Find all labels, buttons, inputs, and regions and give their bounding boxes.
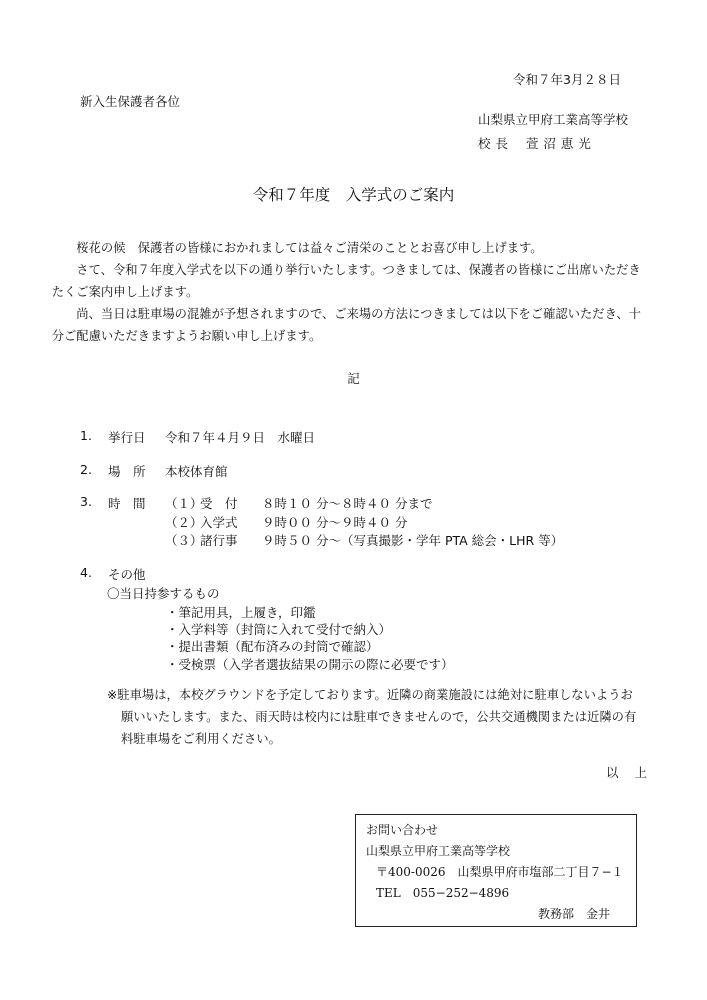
item-number: 4.: [80, 565, 92, 580]
schedule-label: 入学式: [200, 515, 238, 530]
schedule-time: ９時００ 分〜９時４０ 分: [262, 515, 408, 530]
paragraph-line: 尚、当日は駐車場の混雑が予想されますので、ご来場の方法につきましては以下をご確認いただき、十: [76, 307, 641, 321]
contact-department: 教務部 金井: [538, 907, 611, 921]
item-value-date: 令和７年４月９日 水曜日: [165, 430, 316, 445]
ki-heading: 記: [347, 371, 360, 386]
item-number: 2.: [80, 462, 92, 477]
item-label-venue: 場 所: [108, 464, 146, 479]
sender-school: 山梨県立甲府工業高等学校: [478, 112, 629, 127]
item-number: 3.: [80, 494, 92, 509]
item-label-time: 時 間: [108, 496, 146, 511]
paragraph-line: さて、令和７年度入学式を以下の通り挙行いたします。つきましては、保護者の皆様にご出席いただき: [76, 263, 641, 277]
contact-box: [355, 814, 637, 927]
paragraph-greeting: [64, 237, 644, 259]
contact-school: 山梨県立甲府工業高等学校: [366, 844, 511, 858]
item-value-venue: 本校体育館: [165, 464, 228, 479]
note-line: 料駐車場をご利用ください。: [121, 732, 281, 746]
note-line: ※駐車場は，本校グラウンドを予定しております。近隣の商業施設には絶対に駐車しないようお: [107, 688, 633, 702]
contact-address: 〒400-0026 山梨県甲府市塩部二丁目７−１: [376, 865, 624, 879]
schedule-number: （１）: [165, 496, 203, 511]
sender-principal: 校 長 萱 沼 恵 光: [478, 136, 592, 151]
parking-note: [107, 684, 652, 750]
paragraph-line: 分ご配慮いただきますようお願い申し上げます。: [51, 329, 322, 343]
bring-item: ・入学料等（封筒に入れて受付で納入）: [166, 622, 392, 637]
contact-phone: TEL 055−252−4896: [376, 886, 510, 900]
items-to-bring-heading: 〇当日持参するもの: [107, 586, 220, 601]
bring-item: ・提出書類（配布済みの封筒で確認）: [166, 639, 379, 654]
schedule-time: ８時１０ 分〜８時４０ 分まで: [262, 496, 433, 511]
schedule-label: 受 付: [200, 496, 238, 511]
schedule-number: （２）: [165, 515, 203, 530]
contact-heading: お問い合わせ: [366, 823, 439, 837]
item-number: 1.: [80, 428, 92, 443]
schedule-number: （３）: [165, 533, 203, 548]
closing-mark: 以 上: [606, 765, 653, 780]
document-date: 令和７年3月２８日: [513, 72, 621, 87]
bring-item: ・筆記用具，上履き，印鑑: [166, 605, 316, 620]
schedule-time: ９時５０ 分〜（写真撮影・学年 PTA 総会・LHR 等）: [262, 533, 564, 548]
note-line: 願いいたします。また、雨天時は校内には駐車できませんので，公共交通機関または近隣の有: [121, 710, 637, 724]
schedule-label: 諸行事: [200, 533, 238, 548]
paragraph-parking-notice: [51, 303, 644, 347]
body-text: [51, 237, 644, 347]
paragraph-announcement: [51, 259, 644, 303]
paragraph-line: たくご案内申し上げます。: [51, 285, 199, 299]
paragraph-line: 桜花の候 保護者の皆様におかれましては益々ご清栄のこととお喜び申し上げます。: [76, 241, 543, 255]
bring-item: ・受検票（入学者選抜結果の開示の際に必要です）: [166, 657, 454, 672]
addressee: 新入生保護者各位: [80, 94, 181, 109]
document-title: 令和７年度 入学式のご案内: [252, 186, 455, 204]
item-label-other: その他: [108, 567, 146, 582]
item-label-date: 挙行日: [108, 430, 146, 445]
